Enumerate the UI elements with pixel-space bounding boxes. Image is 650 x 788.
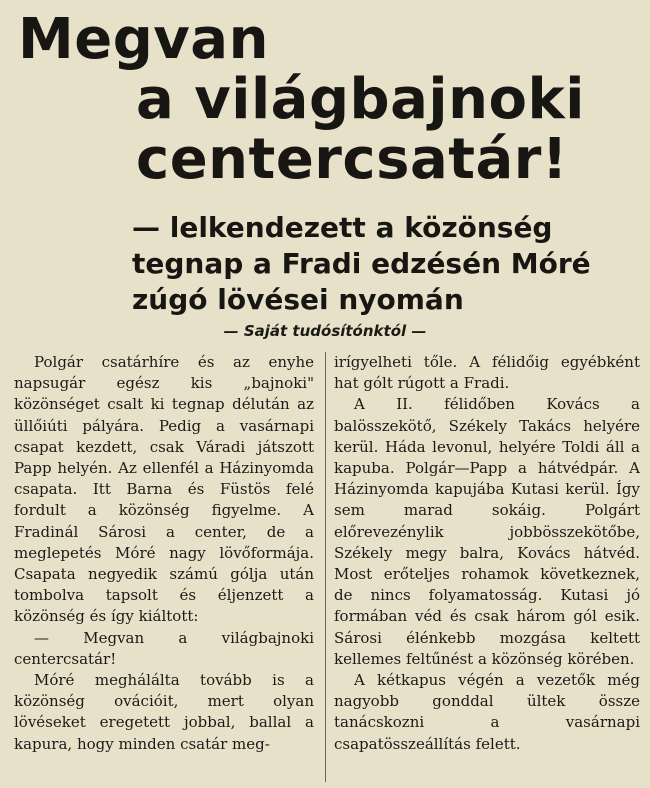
subheadline-line-2: tegnap a Fradi edzésén Móré (132, 247, 591, 280)
headline (18, 7, 638, 192)
paragraph: irígyelheti tőle. A félidőig egyébként hat gólt rúgott a Fradi. (334, 353, 640, 393)
quote-paragraph: — Megvan a világbajnoki centercsatár! (14, 628, 314, 668)
headline-line-1: Megvan (18, 7, 269, 72)
paragraph: A kétkapus végén a vezetők még nagyobb gonddal ültek össze tanácskozni a vasárnapi csapatösszeállítás felett. (334, 671, 640, 753)
subheadline-line-3: zúgó lövései nyomán (132, 283, 464, 316)
subheadline (132, 210, 642, 318)
paragraph: Polgár csatárhíre és az enyhe napsugár egész kis „bajnoki" közönséget csalt ki tegnap délután az üllőiúti pályára. Pedig a vasárnapi csapat kezdett, csak Váradi játszott Papp helyén. Az ellenfél a Házinyomda csapata. Itt Barna és Füstös felé fordult a közönség figyelme. A Fradinál Sárosi a center, de a meglepetés Móré nagy lövőformája. Csapata negyedik számú gólja után tombolva tapsolt és éljenzett a közönség és így kiáltott: (14, 353, 314, 626)
headline-line-3: centercsatár! (136, 127, 568, 192)
byline: — Saját tudósítónktól — (223, 322, 427, 340)
paragraph: A II. félidőben Kovács a balösszekötő, Székely Takács helyére kerül. Háda levonul, helyére Toldi áll a kapuba. Polgár—Papp a hátvédpár. A Házinyomda kapujába Kutasi kerül. Így sem marad sokáig. Polgárt előrevezénylik jobbösszekötőbe, Székely megy balra, Kovács hátvéd. Most erőteljes rohamok következnek, de nincs folyamatosság. Kutasi jó formában véd és csak három gól esik. Sárosi élénkebb mozgása keltett kellemes feltűnést a közönség körében. (334, 395, 640, 668)
article-column-right (334, 352, 640, 755)
article-column-left (14, 352, 314, 755)
paragraph: Móré meghálálta tovább is a közönség ovációit, mert olyan lövéseket eregetett jobbal, ballal a kapura, hogy minden csatár meg- (14, 671, 314, 753)
headline-line-2: a világbajnoki (136, 67, 585, 132)
subheadline-line-1: — lelkendezett a közönség (132, 211, 553, 244)
column-divider (325, 352, 326, 782)
